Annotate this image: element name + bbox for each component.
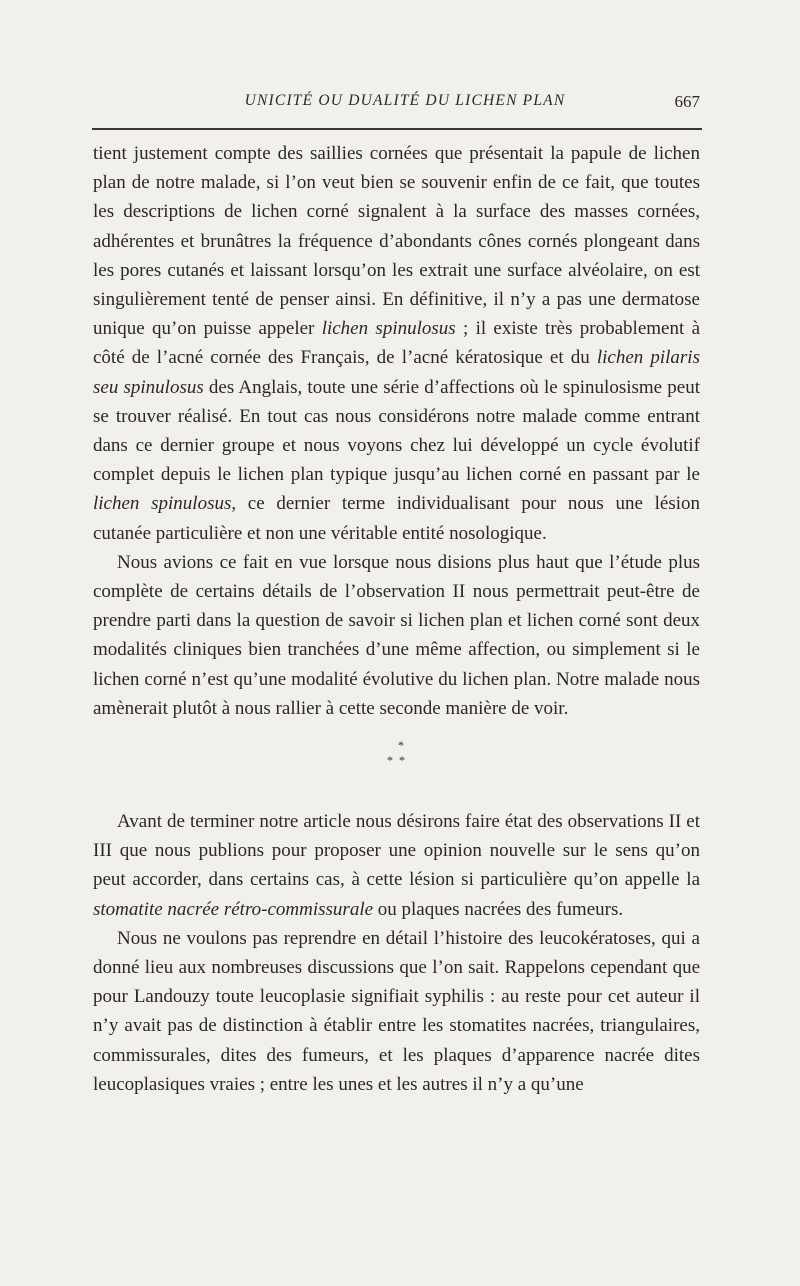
p3-italic-1: stomatite nacrée rétro-commissurale	[93, 898, 374, 920]
page-header	[92, 92, 700, 118]
p1-text-4: , ce dernier terme individualisant pour nous une lésion cutanée particulière et non une véritable entité nosologique.	[93, 493, 700, 544]
header-rule	[92, 128, 702, 130]
p1-italic-1: lichen spinulosus	[321, 318, 456, 340]
separator-star-top: *	[398, 738, 404, 753]
separator-star-right: *	[399, 753, 411, 768]
p3-text-2: ou plaques nacrées des fumeurs.	[373, 898, 624, 920]
separator-star-left: *	[387, 753, 399, 768]
running-head: UNICITÉ OU DUALITÉ DU LICHEN PLAN	[244, 92, 566, 109]
p1-text-1: tient justement compte des saillies cornées que présentait la papule de lichen plan de notre malade, si l’on veut bien se souvenir enfin de ce fait, que toutes les descriptions de lichen corné signalent à la surface des masses cornées, adhérentes et brunâtres la fréquence d’abondants cônes cornés plongeant dans les pores cutanés et laissant lorsqu’on les extrait une surface alvéolaire, on est singulièrement tenté de penser ainsi. En définitive, il n’y a pas une dermatose unique qu’on puisse appeler	[93, 143, 700, 340]
p1-text-3: des Anglais, toute une série d’affections où le spinulosisme peut se trouver réalisé. En tout cas nous considérons notre malade comme entrant dans ce dernier groupe et nous voyons chez lui développé un cycle évolutif complet depuis le lichen plan typique jusqu’au lichen corné en passant par le	[93, 376, 700, 486]
p1-italic-3: lichen spinulosus	[93, 493, 232, 515]
page-number: 667	[674, 92, 700, 111]
p3-text-1: Avant de terminer notre article nous désirons faire état des observations II et III que nous publions pour proposer une opinion nouvelle sur le sens qu’on peut accorder, dans certains cas, à cette lésion si particulière qu’on appelle la	[93, 811, 700, 891]
paragraph-3	[93, 807, 700, 924]
p1-italic-2: lichen pilaris seu spinulosus	[93, 347, 700, 398]
paragraph-2: Nous avions ce fait en vue lorsque nous disions plus haut que l’étude plus complète de certains détails de l’observation II nous permettrait peut-être de prendre parti dans la question de savoir si lichen plan et lichen corné sont deux modalités cliniques bien tranchées d’une même affection, ou simplement si le lichen corné n’est qu’une modalité évolutive du lichen plan. Notre malade nous amènerait plutôt à nous rallier à cette seconde manière de voir.	[93, 551, 700, 719]
p1-text-2: ; il existe très probablement à côté de l’acné cornée des Français, de l’acné kératosique et du	[93, 318, 701, 369]
section-separator	[93, 723, 700, 807]
separator-stars-bottom	[387, 746, 411, 775]
body-text	[93, 139, 700, 1099]
paragraph-4: Nous ne voulons pas reprendre en détail l’histoire des leucokératoses, qui a donné lieu aux nombreuses discussions que l’on sait. Rappelons cependant que pour Landouzy toute leucoplasie signifiait syphilis : au reste pour cet auteur il n’y avait pas de distinction à établir entre les stomatites nacrées, triangulaires, commissurales, dites des fumeurs, et les plaques d’apparence nacrée dites leucoplasiques vraies ; entre les unes et les autres il n’y a qu’une	[93, 927, 700, 1095]
paragraph-1	[93, 139, 700, 548]
